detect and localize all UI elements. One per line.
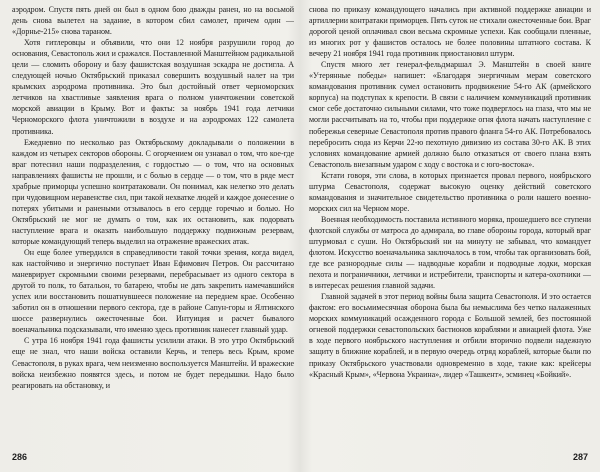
paragraph: Кстати говоря, эти слова, в которых признается провал первого, ноябрьского штурма Севастополя, содержат высокую оценку действий советского командования и значительное свидетельство противника о роли нашего военно-морских сил на Черном море. [309, 170, 591, 213]
paragraph: С утра 16 ноября 1941 года фашисты усилили атаки. В это утро Октябрьский еще не знал, что наши войска оставили Керчь, и теперь весь Крым, кроме Севастополя, в руках врага, чем неизменно воспользуется Манштейн. И вражеские войска неизбежно появятся здесь, и потом не будет передышки. Надо было реагировать на обстановку, и [12, 336, 294, 390]
left-page [12, 4, 294, 444]
page-number-left: 286 [12, 452, 28, 462]
paragraph: Ежедневно по несколько раз Октябрьскому докладывали о положении в каждом из четырех секторов обороны. С огорчением он узнавал о том, что кое-где враг потеснил наши подразделения, с гордостью — о том, что на основных направлениях фашисты не прошли, и с болью в сердце — о том, что в ряде мест храбрые приморцы успешно контратаковали. Он понимал, как нелегко это делать при чудовищном неравенстве сил, при такой нехватке людей и каждое донесение о потерях убитыми и ранеными отзывалось в его сердце горечью и болью. Но Октябрьский не мог не думать о том, как их остановить, как подорвать наступление врага и оказать наибольшую поддержку подвижным резервам, которые командующий теперь выделил на отражение вражеских атак. [12, 137, 294, 246]
page-number-right: 287 [573, 452, 589, 462]
paragraph: Главной задачей в этот период войны была защита Севастополя. И это остается фактом: его восьмимесячная оборона была бы немыслима без четко налаженных морских коммуникаций осажденного города с Большой землей, без постоянной огневой поддержки севастопольских бастионов кораблями и авиацией флота. Уже в ходе первого ноябрьского наступления и отбили вторично подвели надежную защиту в ближние кораблей, и в первую очередь отряд кораблей, которые были по приказу Октябрьского участвовали одновременно в ходе, такие как: крейсеры «Красный Крым», «Червона Украина», лидер «Ташкент», эсминец «Бойкий». [309, 292, 591, 379]
paragraph: аэродром. Спустя пять дней он был в одном бою дважды ранен, но на восьмой день снова вылетел на задание, в котором сбил самолет, причем один — «Дорнье-215» снова тараном. [12, 5, 294, 37]
paragraph: Он еще более утвердился в справедливости такой точки зрения, когда видел, как настойчиво и энергично поступает Иван Ефимович Петров. Он рассчитано маневрирует скромными своими резервами, перебрасывает из одного сектора в другой то полк, то батальон, то батарею, чтобы не дать закрепить намечавшийся успех или восстановить пошатнувшееся положение на переднем крае. Особенно заботил он в отношении первого сектора, где в районе Сапун-горы и Ялтинского шоссе развернулись ожесточенные бои. Интуиция и расчет бывалого военачальника подсказывали, что именно здесь противник нанесет главный удар. [12, 248, 294, 335]
paragraph: Военная необходимость поставила истинного моряка, прошедшего все ступени флотской службы от матроса до адмирала, во главе обороны города, который враг штурмовал с суши. Но Октябрьский ни на минуту не забывал, что командует флотом. Искусство военачальника заключалось в том, чтобы так организовать бой, где все разнородные силы — надводные корабли и подводные лодки, морская пехота и пограничники, летчики и истребители, транспорты и катера-охотники — в интересах решения главной задачи. [309, 214, 591, 291]
paragraph: Спустя много лет генерал-фельдмаршал Э. Манштейн в своей книге «Утерянные победы» напишет: «Благодаря энергичным мерам советского командования противник сумел остановить продвижение 54-го АК (армейского корпуса) на подступах к крепости. В связи с наличием коммуникаций противник смог себе достаточно сильными силами, что тоже подверглось на глаза, что мы не могли рассчитывать на то, чтобы при поддержке огня флота начать наступление с побережья северные Севастополя против правого фланга 54-го АК. Потребовалось перебросить сюда из Керчи 22-ю пехотную дивизию из состава 30-го АК. В этих условиях командование армией должно было отказаться от своего плана взять Севастополь внезапным ударом с ходу с востока и с юго-востока». [309, 60, 591, 169]
paragraph: снова по приказу командующего начались при активной поддержке авиации и артиллерии контратаки приморцев. Пять суток не стихали ожесточенные бои. Враг дорогой ценой оплачивал свои весьма скромные успехи. Как сообщали пленные, из многих рот у фашистов осталось не более половины штатного состава. К вечеру 21 ноября 1941 года противник приостановил штурм. [309, 5, 591, 59]
paragraph: Хотя гитлеровцы и объявили, что они 12 ноября разрушили город до основания, Севастополь жил и сражался. Поставленной Манштейном радикальной цели — сломить оборону и базу фашистская воздушная эскадра не достигла. А следующей ночью Октябрьский приказал совершить воздушный налет на три крымских аэродрома противника. Это был достойный ответ черноморских летчиков на хвастливые заявления врага о полном уничтожении советской морской авиации в Крыму. Вот и факты: за ноябрь 1941 года летчики Черноморского флота уничтожили в воздухе и на аэродромах 122 самолета противника. [12, 38, 294, 136]
right-page [309, 4, 591, 444]
